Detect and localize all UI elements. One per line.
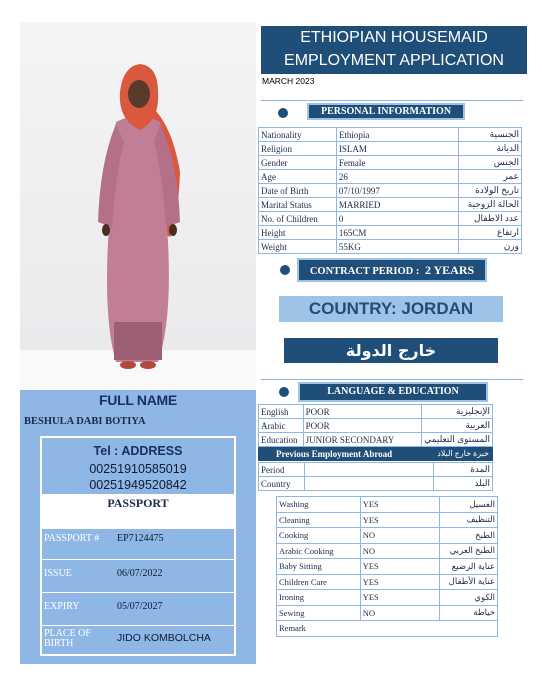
contract-period xyxy=(297,258,487,282)
table-row xyxy=(259,405,493,419)
field-value xyxy=(304,463,433,477)
person-figure xyxy=(20,22,256,390)
field-value: MARRIED xyxy=(336,198,458,212)
table-row xyxy=(277,497,498,513)
field-label: English xyxy=(259,405,304,419)
language-education-header: LANGUAGE & EDUCATION xyxy=(298,382,488,402)
field-label: Education xyxy=(259,433,304,447)
table-row xyxy=(277,512,498,528)
tel-address-label: Tel : ADDRESS xyxy=(93,444,183,458)
field-label: Country xyxy=(259,477,305,491)
skill-value: YES xyxy=(360,497,439,513)
field-label: Gender xyxy=(259,156,337,170)
table-row xyxy=(259,419,493,433)
field-label-arabic: المدة xyxy=(434,463,493,477)
application-date: MARCH 2023 xyxy=(262,76,315,86)
field-label: Weight xyxy=(259,240,337,254)
field-label-arabic: الحالة الزوجية xyxy=(459,198,522,212)
skill-label-arabic: خياطة xyxy=(440,605,498,621)
table-row xyxy=(277,574,498,590)
place-of-birth-value: JIDO KOMBOLCHA xyxy=(117,632,211,644)
table-row xyxy=(259,240,522,254)
skill-label-arabic: عناية الرضيع xyxy=(440,559,498,575)
passport-issue-label: ISSUE xyxy=(44,568,72,579)
table-row xyxy=(259,128,522,142)
place-of-birth-row xyxy=(42,625,234,656)
skill-label: Washing xyxy=(277,497,361,513)
field-value: POOR xyxy=(303,405,422,419)
table-row xyxy=(259,156,522,170)
skill-label: Ironing xyxy=(277,590,361,606)
passport-expiry-row xyxy=(42,592,234,625)
field-label: Marital Status xyxy=(259,198,337,212)
skill-label-arabic: الطبخ xyxy=(440,528,498,544)
skill-label-arabic: الغسيل xyxy=(440,497,498,513)
field-value: 07/10/1997 xyxy=(336,184,458,198)
field-label: Arabic xyxy=(259,419,304,433)
field-label: No. of Children xyxy=(259,212,337,226)
field-label-arabic: وزن xyxy=(459,240,522,254)
contract-period-value: 2 YEARS xyxy=(424,263,475,277)
personal-info-header: PERSONAL INFORMATION xyxy=(307,103,465,120)
field-label-arabic: المستوى التعليمي xyxy=(422,433,493,447)
bullet-icon xyxy=(280,265,290,275)
skills-table xyxy=(276,496,498,637)
abroad-arabic-label: خارج الدولة xyxy=(284,338,498,363)
language-education-table xyxy=(258,404,493,447)
skill-value: NO xyxy=(360,543,439,559)
full-name-value: BESHULA DABI BOTIYA xyxy=(24,416,146,427)
destination-country: COUNTRY: JORDAN xyxy=(279,296,503,322)
table-row xyxy=(259,433,493,447)
field-label-arabic: عمر xyxy=(459,170,522,184)
skill-value: YES xyxy=(360,559,439,575)
skill-value: YES xyxy=(360,574,439,590)
field-label-arabic: الإنجليزية xyxy=(422,405,493,419)
passport-number-value: EP7124475 xyxy=(117,533,164,544)
field-value: 55KG xyxy=(336,240,458,254)
passport-issue-row xyxy=(42,559,234,592)
skill-value: NO xyxy=(360,605,439,621)
previous-employment-table xyxy=(258,462,493,491)
skill-label: Baby Sitting xyxy=(277,559,361,575)
full-name-label: FULL NAME xyxy=(99,392,177,408)
table-row xyxy=(259,198,522,212)
field-label: Age xyxy=(259,170,337,184)
table-row xyxy=(277,590,498,606)
divider xyxy=(261,379,523,380)
field-label-arabic: العربية xyxy=(422,419,493,433)
left-panel xyxy=(20,22,256,664)
field-value: 165CM xyxy=(336,226,458,240)
bullet-icon xyxy=(278,108,288,118)
field-value xyxy=(304,477,433,491)
skill-label: Cooking xyxy=(277,528,361,544)
place-of-birth-label: PLACE OF BIRTH xyxy=(44,628,91,649)
bullet-icon xyxy=(279,387,289,397)
passport-issue-value: 06/07/2022 xyxy=(117,568,163,579)
passport-title: PASSPORT xyxy=(42,494,234,528)
application-title: ETHIOPIAN HOUSEMAID EMPLOYMENT APPLICATION xyxy=(261,26,527,74)
field-label-arabic: الجنسية xyxy=(459,128,522,142)
skill-label: Children Care xyxy=(277,574,361,590)
table-row xyxy=(259,226,522,240)
skill-label-arabic: الطبخ العربي xyxy=(440,543,498,559)
table-row xyxy=(277,543,498,559)
field-value: ISLAM xyxy=(336,142,458,156)
field-label-arabic: الجنس xyxy=(459,156,522,170)
field-label-arabic: ارتفاع xyxy=(459,226,522,240)
field-label-arabic: تاريخ الولادة xyxy=(459,184,522,198)
table-row xyxy=(259,212,522,226)
table-row xyxy=(259,477,493,491)
field-label-arabic: عدد الاطفال xyxy=(459,212,522,226)
personal-info-table xyxy=(258,127,522,254)
field-value: Ethiopia xyxy=(336,128,458,142)
field-value: JUNIOR SECONDARY xyxy=(303,433,422,447)
passport-number-label: PASSPORT # xyxy=(44,533,100,544)
table-row xyxy=(277,528,498,544)
skill-label-arabic: التنظيف xyxy=(440,512,498,528)
passport-number-row xyxy=(42,528,234,559)
skill-value: YES xyxy=(360,512,439,528)
table-row xyxy=(259,463,493,477)
phone-number-1: 00251910585019 xyxy=(89,462,187,476)
remark-value xyxy=(360,621,497,637)
skill-label: Cleaning xyxy=(277,512,361,528)
remark-label: Remark xyxy=(277,621,361,637)
field-label: Nationality xyxy=(259,128,337,142)
field-label: Period xyxy=(259,463,305,477)
previous-employment-header xyxy=(258,447,493,461)
previous-employment-title: Previous Employment Abroad xyxy=(276,449,393,459)
field-label: Date of Birth xyxy=(259,184,337,198)
passport-expiry-value: 05/07/2027 xyxy=(117,601,163,612)
skill-label: Sewing xyxy=(277,605,361,621)
skill-value: YES xyxy=(360,590,439,606)
table-row xyxy=(259,170,522,184)
passport-expiry-label: EXPIRY xyxy=(44,601,80,612)
table-row xyxy=(259,184,522,198)
table-row xyxy=(259,142,522,156)
skill-label-arabic: عناية الأطفال xyxy=(440,574,498,590)
field-value: 26 xyxy=(336,170,458,184)
phone-number-2: 00251949520842 xyxy=(89,478,187,492)
previous-employment-arabic: خبرة خارج البلاد xyxy=(437,449,489,458)
field-label-arabic: البلد xyxy=(434,477,493,491)
contract-period-label: CONTRACT PERIOD : xyxy=(309,266,420,277)
field-value: POOR xyxy=(303,419,422,433)
table-row xyxy=(277,621,498,637)
contact-passport-box xyxy=(40,436,236,656)
skill-label-arabic: الكوي xyxy=(440,590,498,606)
skill-label: Arabic Cooking xyxy=(277,543,361,559)
field-label: Religion xyxy=(259,142,337,156)
field-value: Female xyxy=(336,156,458,170)
table-row xyxy=(277,559,498,575)
field-value: 0 xyxy=(336,212,458,226)
divider xyxy=(261,100,523,101)
applicant-photo xyxy=(20,22,256,390)
table-row xyxy=(277,605,498,621)
field-label-arabic: الديانة xyxy=(459,142,522,156)
skill-value: NO xyxy=(360,528,439,544)
field-label: Height xyxy=(259,226,337,240)
